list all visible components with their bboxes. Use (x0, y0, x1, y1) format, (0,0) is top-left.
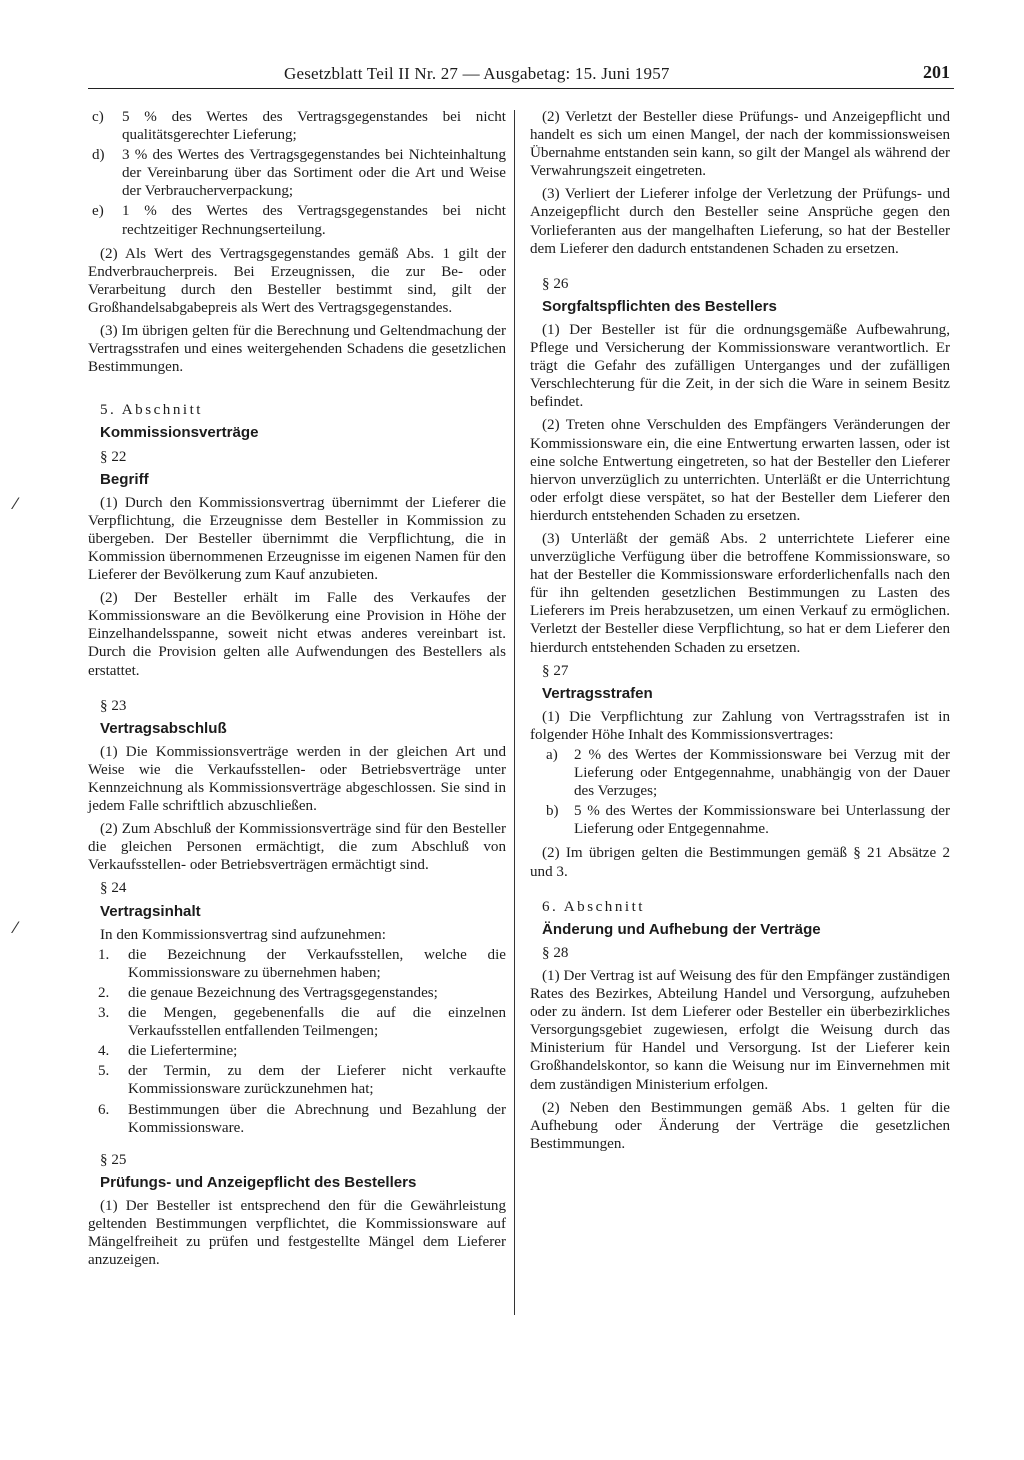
paragraph-title: Begriff (100, 470, 149, 488)
paragraph: (1) Die Kommissionsverträge werden in der gleichen Art und Weise wie die Verkaufsstellen- oder Betriebsverträge unter Kennzeichnung als Kommissionsverträge abgeschlossen. Sie sind in jedem Falle schriftlich abzuschließen. (88, 743, 506, 815)
paragraph-title: Vertragsinhalt (100, 902, 201, 920)
page-header-title: Gesetzblatt Teil II Nr. 27 — Ausgabetag: 15. Juni 1957 (284, 64, 670, 83)
paragraph: (2) Verletzt der Besteller diese Prüfungs- und Anzeigepflicht und handelt es sich um einen Mangel, der nach der kommissionsweisen Übernahme entstanden sein kann, so gilt der Mangel als während der Verwahrungszeit eingetreten. (530, 109, 950, 180)
section-title: Kommissionsverträge (100, 424, 259, 442)
list-item-text: der Termin, zu dem der Lieferer nicht verkaufte Kommissionsware zurückzunehmen hat; (128, 1063, 506, 1098)
list-item (88, 984, 506, 1002)
paragraph: (2) Im übrigen gelten die Bestimmungen gemäß § 21 Absätze 2 und 3. (530, 845, 950, 880)
paragraph-number: § 22 (100, 448, 127, 465)
paragraph: In den Kommissionsvertrag sind aufzunehmen: (100, 926, 386, 943)
paragraph-number: § 26 (542, 275, 569, 292)
paragraph: (2) Neben den Bestimmungen gemäß Abs. 1 gelten für die Aufhebung oder Änderung der Verträge die gesetzlichen Bestimmungen. (530, 1099, 950, 1152)
list-item-label: 5. (98, 1063, 110, 1080)
list-item-label: c) (92, 109, 104, 125)
list-item (530, 802, 950, 838)
section-heading: 5. Abschnitt (100, 402, 203, 419)
left-column (88, 108, 506, 1274)
paragraph: (3) Im übrigen gelten für die Berechnung und Geltendmachung der Vertragsstrafen und eines weitergehenden Schadens die gesetzlichen Bestimmungen. (88, 323, 506, 376)
section-heading: 6. Abschnitt (542, 898, 645, 915)
section-title: Änderung und Aufhebung der Verträge (542, 920, 821, 938)
paragraph-title: Vertragsstrafen (542, 684, 653, 702)
list-item-label: 6. (98, 1101, 110, 1118)
list-item-label: 3. (98, 1005, 110, 1022)
list-item-text: Bestimmungen über die Abrechnung und Bezahlung der Kommissionsware. (128, 1101, 506, 1136)
list-item-label: d) (92, 147, 105, 164)
paragraph-title: Vertragsabschluß (100, 719, 227, 737)
column-divider (514, 110, 515, 1315)
paragraph: (2) Treten ohne Verschulden des Empfängers Veränderungen der Kommissionsware ein, die eine Entwertung erwarten lassen, oder ist eine solche Entwertung eingetreten, so hat der Besteller den Lieferer hiervon unverzüglich zu unterrichten. Unterläßt er die Unterrichtung oder erfolgt diese verspätet, so hat der Besteller dem Lieferer den hierdurch entstehenden Schaden zu ersetzen. (530, 417, 950, 524)
list-item-label: 2. (98, 984, 110, 1001)
paragraph: (3) Unterläßt der gemäß Abs. 2 unterrichtete Lieferer eine unverzügliche Verfügung über die betroffene Kommissionsware, so hat der Besteller die Kommissionsware erforderlichenfalls nach den für ihn geltenden gesetzlichen Bestimmungen zu Lasten des Lieferers im Preis herabzusetzen, um einen Verkauf zu ermöglichen. Verletzt der Besteller diese Verpflichtung, so hat er dem Lieferer den hierdurch entstehenden Schaden zu ersetzen. (530, 530, 950, 656)
list-item (88, 1101, 506, 1137)
list-item (88, 108, 506, 144)
list-item-text: 5 % des Wertes des Vertragsgegenstandes bei nicht qualitätsgerechter Lieferung; (122, 109, 506, 144)
list-item (88, 146, 506, 200)
list-item (530, 746, 950, 800)
paragraph: (2) Zum Abschluß der Kommissionsverträge sind für den Besteller die gleichen Personen ermächtigt, die zum Abschluß von Verkaufsstellen- oder Betriebsverträgen ermächtigt sind. (88, 821, 506, 874)
margin-pencil-mark: ⁄ (14, 918, 17, 937)
list-item-text: 3 % des Wertes des Vertragsgegenstandes bei Nichteinhaltung der Vereinbarung über das Sortiment oder die Art und Weise der Verbraucherverpackung; (122, 147, 506, 200)
paragraph-title: Prüfungs- und Anzeigepflicht des Bestellers (100, 1173, 417, 1191)
list-item-label: b) (546, 803, 559, 820)
paragraph-number: § 24 (100, 880, 127, 897)
list-item-label: a) (546, 747, 558, 763)
list-item-text: 2 % des Wertes der Kommissionsware bei Verzug mit der Lieferung oder Entgegennahme, unabhängig von der Dauer des Verzuges; (574, 747, 950, 800)
list-item-label: e) (92, 203, 104, 220)
list-item-label: 1. (98, 946, 110, 963)
page-header (88, 62, 954, 89)
paragraph-number: § 25 (100, 1151, 127, 1168)
paragraph: (2) Als Wert des Vertragsgegenstandes gemäß Abs. 1 gilt der Endverbraucherpreis. Bei Erzeugnissen, die zur Be- oder Verarbeitung durch den Besteller bestimmt sind, gilt der Großhandelsabgabepreis als Wert des Vertragsgegenstandes. (88, 245, 506, 316)
list-item-text: 1 % des Wertes des Vertragsgegenstandes bei nicht rechtzeitiger Rechnungserteilung. (122, 203, 506, 238)
list-item-label: 4. (98, 1043, 110, 1060)
paragraph-number: § 28 (542, 944, 569, 961)
paragraph: (1) Die Verpflichtung zur Zahlung von Vertragsstrafen ist in folgender Höhe Inhalt des Kommissionsvertrages: (530, 708, 950, 743)
list-item-text: 5 % des Wertes der Kommissionsware bei Unterlassung der Lieferung oder Entgegennahme. (574, 803, 950, 838)
list-item (88, 1004, 506, 1040)
paragraph: (3) Verliert der Lieferer infolge der Verletzung der Prüfungs- und Anzeigepflicht durch den Besteller seine Ansprüche gegen den Vorlieferanten aus der mangelhaften Lieferung, so hat der Besteller dem Lieferer den dadurch entstandenen Schaden zu ersetzen. (530, 186, 950, 257)
paragraph-number: § 23 (100, 697, 127, 714)
paragraph-title: Sorgfaltspflichten des Bestellers (542, 297, 777, 315)
right-column (530, 108, 950, 1158)
list-item (88, 202, 506, 238)
paragraph: (1) Durch den Kommissionsvertrag übernimmt der Lieferer die Verpflichtung, die Erzeugnisse dem Besteller in Kommission zu übergeben. Der Besteller übernimmt die Verpflichtung, die in Kommission übernommenen Erzeugnisse im eigenen Namen für den Lieferer der Bevölkerung zum Kauf anzubieten. (88, 494, 506, 584)
list-item-text: die Bezeichnung der Verkaufsstellen, welche die Kommissionsware zu übernehmen haben; (128, 946, 506, 981)
list-item-text: die Liefertermine; (128, 1043, 238, 1060)
list-item (88, 1062, 506, 1098)
paragraph-number: § 27 (542, 662, 569, 679)
paragraph: (1) Der Besteller ist für die ordnungsgemäße Aufbewahrung, Pflege und Versicherung der Kommissionsware verantwortlich. Er trägt die Gefahr des zufälligen Unterganges und der zufälligen Verschlechterung für die Zeit, in der sich die Ware in seinem Besitz befindet. (530, 321, 950, 411)
paragraph: (2) Der Besteller erhält im Falle des Verkaufes der Kommissionsware an die Bevölkerung eine Provision in Höhe der Einzelhandelsspanne, soweit nicht etwas anderes vereinbart ist. Durch die Provision gelten alle Aufwendungen des Bestellers als erstattet. (88, 590, 506, 679)
list-item (88, 946, 506, 982)
page-number: 201 (923, 62, 950, 82)
list-item-text: die genaue Bezeichnung des Vertragsgegenstandes; (128, 984, 438, 1001)
list-item-text: die Mengen, gegebenenfalls die auf die einzelnen Verkaufsstellen entfallenden Teilmengen; (128, 1005, 506, 1040)
paragraph: (1) Der Besteller ist entsprechend den für die Gewährleistung geltenden Bestimmungen verpflichtet, die Kommissionsware auf Mängelfreiheit zu prüfen und festgestellte Mängel dem Lieferer anzuzeigen. (88, 1197, 506, 1269)
paragraph: (1) Der Vertrag ist auf Weisung des für den Empfänger zuständigen Rates des Bezirkes, Abteilung Handel und Versorgung, aufzuheben oder zu ändern. Ist dem Lieferer oder Besteller ein überbezirkliches Versorgungsgebiet zugewiesen, erfolgt die Weisung durch das Ministerium für Handel und Versorgung. Ist der Lieferer kein Großhandelskontor, so kann die Weisung nur im Einvernehmen mit dem zuständigen Ministerium erfolgen. (530, 967, 950, 1093)
margin-pencil-mark: ⁄ (14, 494, 17, 513)
list-item (88, 1042, 506, 1060)
